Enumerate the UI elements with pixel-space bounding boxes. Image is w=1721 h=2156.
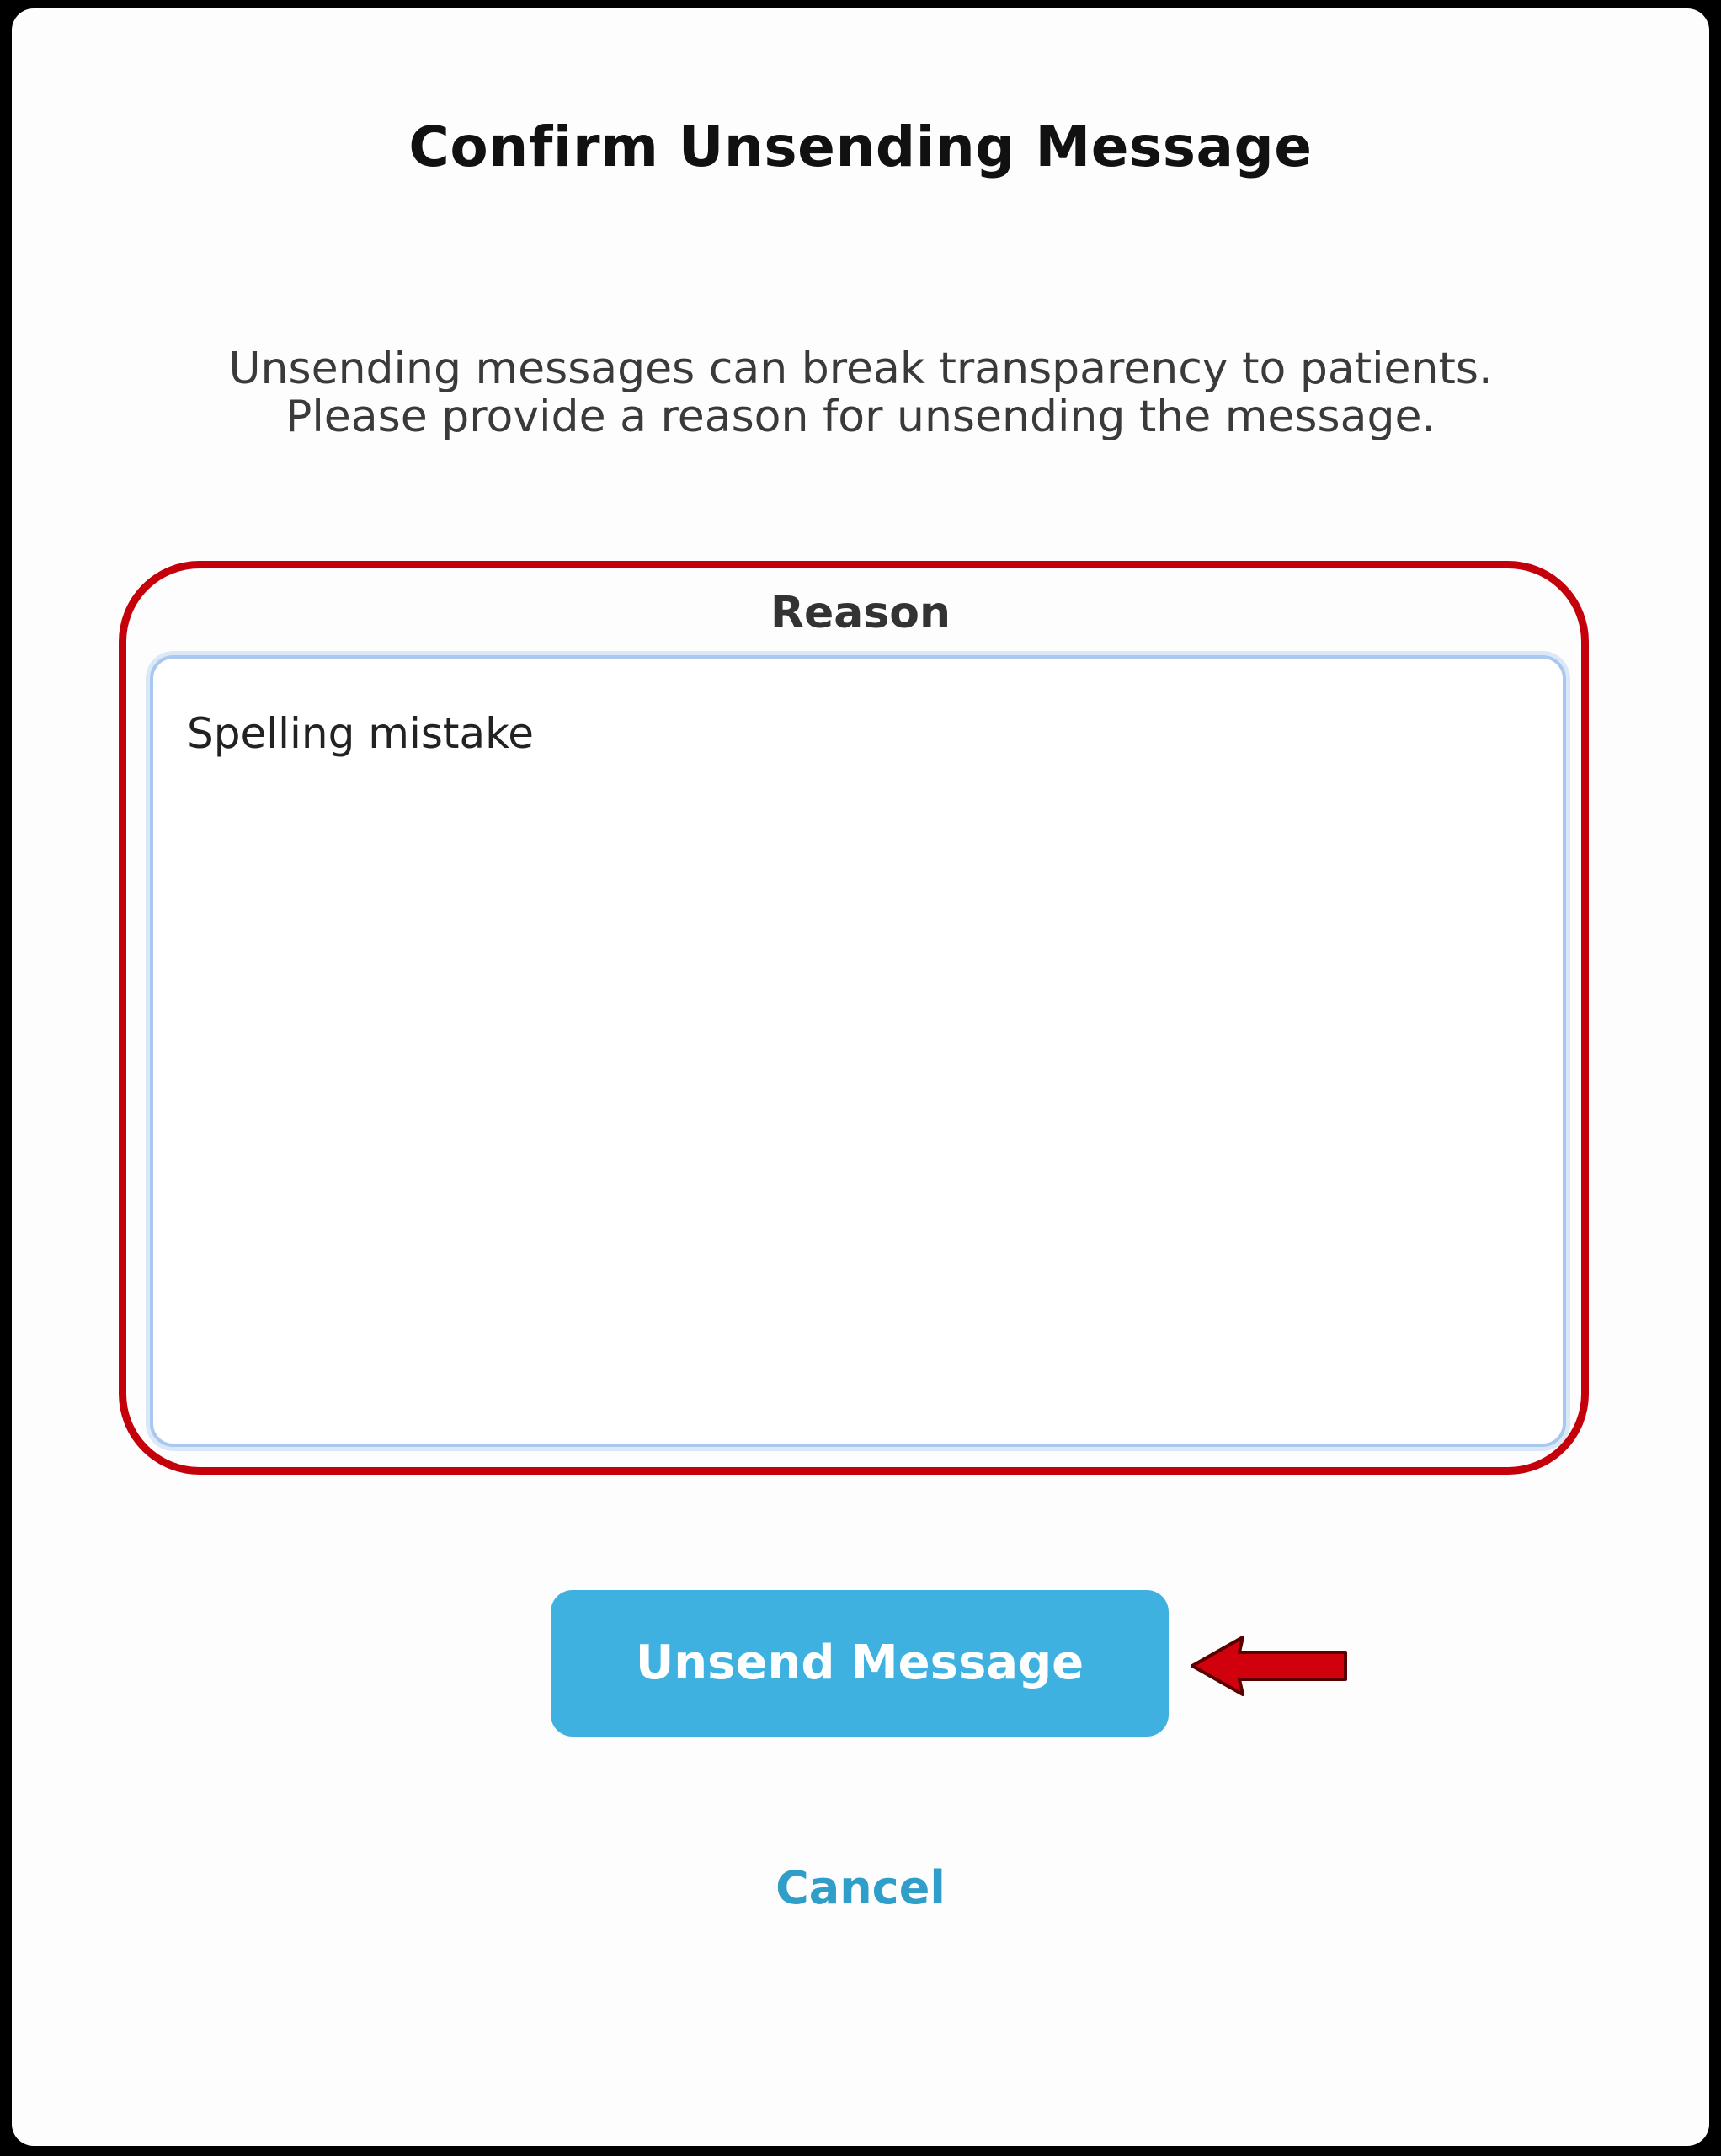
description-line-1: Unsending messages can break transparency to patients.	[228, 344, 1493, 394]
description-line-2: Please provide a reason for unsending the message.	[285, 392, 1436, 442]
dialog-description	[12, 345, 1709, 441]
red-arrow-left-icon	[1189, 1634, 1349, 1698]
unsend-message-button[interactable]: Unsend Message	[551, 1590, 1169, 1737]
cancel-link[interactable]: Cancel	[775, 1861, 946, 1914]
dialog-title: Confirm Unsending Message	[408, 115, 1313, 179]
reason-textarea[interactable]: Spelling mistake	[150, 655, 1566, 1447]
reason-label: Reason	[770, 588, 951, 638]
unsend-confirm-dialog	[12, 8, 1709, 2146]
